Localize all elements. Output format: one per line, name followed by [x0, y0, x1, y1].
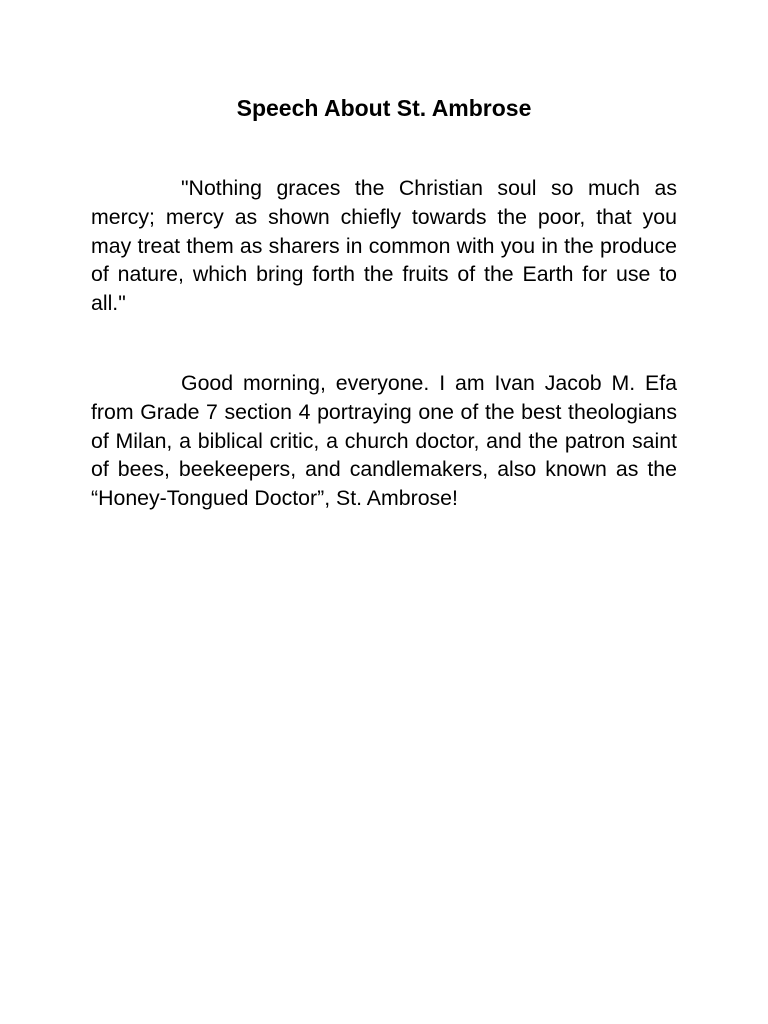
page-title: Speech About St. Ambrose [236, 95, 532, 121]
intro-paragraph: Good morning, everyone. I am Ivan Jacob M. Efa from Grade 7 section 4 portraying one of the best theologians of Milan, a biblical critic, a church doctor, and the patron saint of bees, beekeepers, and candlemakers, also known as the “Honey-Tongued Doctor”, St. Ambrose! [91, 371, 677, 511]
quote-paragraph: "Nothing graces the Christian soul so much as mercy; mercy as shown chiefly towards the poor, that you may treat them as sharers in common with you in the produce of nature, which bring forth the fruits of the Earth for use to all." [91, 176, 677, 316]
